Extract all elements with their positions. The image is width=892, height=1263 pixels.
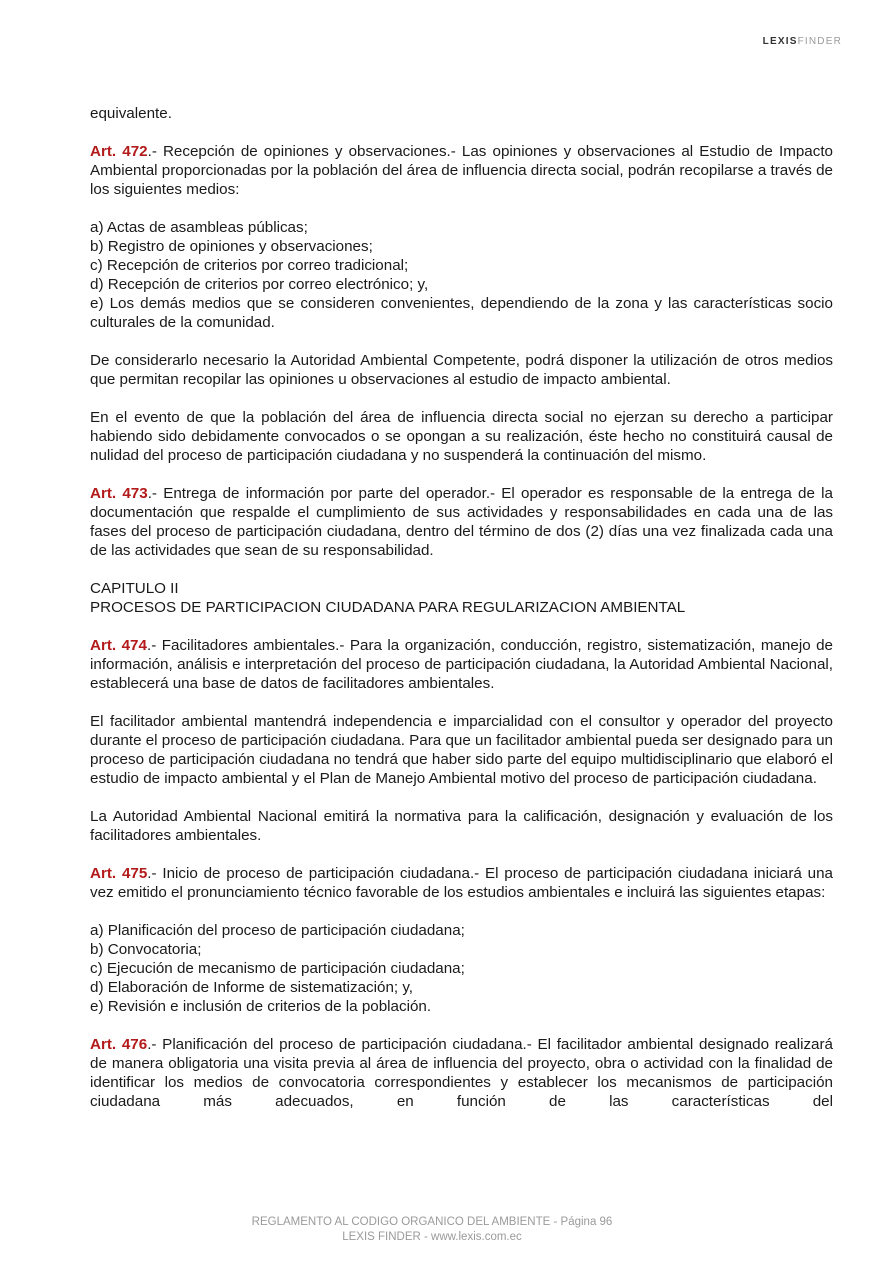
list-item: d) Elaboración de Informe de sistematización; y, (90, 979, 414, 996)
list-item: c) Ejecución de mecanismo de participación ciudadana; (90, 960, 465, 977)
document-body (90, 104, 833, 1130)
list-item: c) Recepción de criterios por correo tradicional; (90, 257, 409, 274)
list-item: b) Convocatoria; (90, 941, 202, 958)
logo-bold-text: LEXIS (762, 36, 798, 47)
article-475-list (90, 921, 833, 1016)
article-text: .- Recepción de opiniones y observaciones.- Las opiniones y observaciones al Estudio de Impacto Ambiental proporcionadas por la población del área de influencia directa social, podrán recopilarse a través de los siguientes medios: (90, 143, 833, 198)
chapter-title: PROCESOS DE PARTICIPACION CIUDADANA PARA REGULARIZACION AMBIENTAL (90, 599, 686, 616)
logo-light-text: FINDER (797, 36, 842, 47)
list-item: b) Registro de opiniones y observaciones; (90, 238, 373, 255)
list-item: e) Los demás medios que se consideren convenientes, dependiendo de la zona y las características socio culturales de la comunidad. (90, 295, 833, 331)
article-text: .- Facilitadores ambientales.- Para la organización, conducción, registro, sistematización, manejo de información, análisis e interpretación del proceso de participación ciudadana, la Autoridad Ambiental Nacional, establecerá una base de datos de facilitadores ambientales. (90, 637, 833, 692)
article-text: .- Planificación del proceso de participación ciudadana.- El facilitador ambiental designado realizará de manera obligatoria una visita previa al área de influencia del proyecto, obra o actividad con la finalidad de identificar los medios de convocatoria correspondientes y establecer los mecanismos de participación ciudadana más adecuados, en función de las características del (90, 1036, 833, 1110)
article-text: .- Entrega de información por parte del operador.- El operador es responsable de la entrega de la documentación que respalde el cumplimiento de sus actividades y responsabilidades en cada una de las fases del proceso de participación ciudadana, dentro del término de dos (2) días una vez finalizada cada una de las actividades que sean de su responsabilidad. (90, 485, 833, 559)
article-474 (90, 636, 833, 693)
article-label: Art. 472 (90, 143, 148, 160)
lexis-finder-logo (763, 36, 842, 47)
article-label: Art. 473 (90, 485, 148, 502)
article-476 (90, 1035, 833, 1111)
article-label: Art. 474 (90, 637, 147, 654)
chapter-heading (90, 579, 833, 617)
footer-title-page: REGLAMENTO AL CODIGO ORGANICO DEL AMBIENTE - Página 96 (251, 1216, 613, 1228)
list-item: e) Revisión e inclusión de criterios de la población. (90, 998, 432, 1015)
paragraph: El facilitador ambiental mantendrá independencia e imparcialidad con el consultor y operador del proyecto durante el proceso de participación ciudadana. Para que un facilitador ambiental pueda ser designado para un proceso de participación ciudadana no tendrá que haber sido parte del equipo multidisciplinario que elaboró el estudio de impacto ambiental y el Plan de Manejo Ambiental motivo del proceso de participación ciudadana. (90, 713, 834, 787)
article-label: Art. 475 (90, 865, 148, 882)
list-item: a) Actas de asambleas públicas; (90, 219, 308, 236)
paragraph: La Autoridad Ambiental Nacional emitirá la normativa para la calificación, designación y evaluación de los facilitadores ambientales. (90, 808, 833, 844)
article-472 (90, 142, 833, 199)
article-472-list (90, 218, 833, 332)
list-item: a) Planificación del proceso de participación ciudadana; (90, 922, 465, 939)
chapter-number: CAPITULO II (90, 580, 179, 597)
article-text: .- Inicio de proceso de participación ciudadana.- El proceso de participación ciudadana iniciará una vez emitido el pronunciamiento técnico favorable de los estudios ambientales e incluirá las siguientes etapas: (90, 865, 833, 901)
paragraph: En el evento de que la población del área de influencia directa social no ejerzan su derecho a participar habiendo sido debidamente convocados o se opongan a su realización, éste hecho no constituirá causal de nulidad del proceso de participación ciudadana y no suspenderá la continuación del mismo. (90, 409, 833, 464)
intro-fragment: equivalente. (90, 105, 172, 122)
article-475 (90, 864, 833, 902)
page-footer (0, 1215, 864, 1245)
article-473 (90, 484, 833, 560)
footer-website: LEXIS FINDER - www.lexis.com.ec (342, 1231, 522, 1243)
list-item: d) Recepción de criterios por correo electrónico; y, (90, 276, 429, 293)
paragraph: De considerarlo necesario la Autoridad Ambiental Competente, podrá disponer la utilización de otros medios que permitan recopilar las opiniones u observaciones al estudio de impacto ambiental. (90, 352, 833, 388)
article-label: Art. 476 (90, 1036, 148, 1053)
